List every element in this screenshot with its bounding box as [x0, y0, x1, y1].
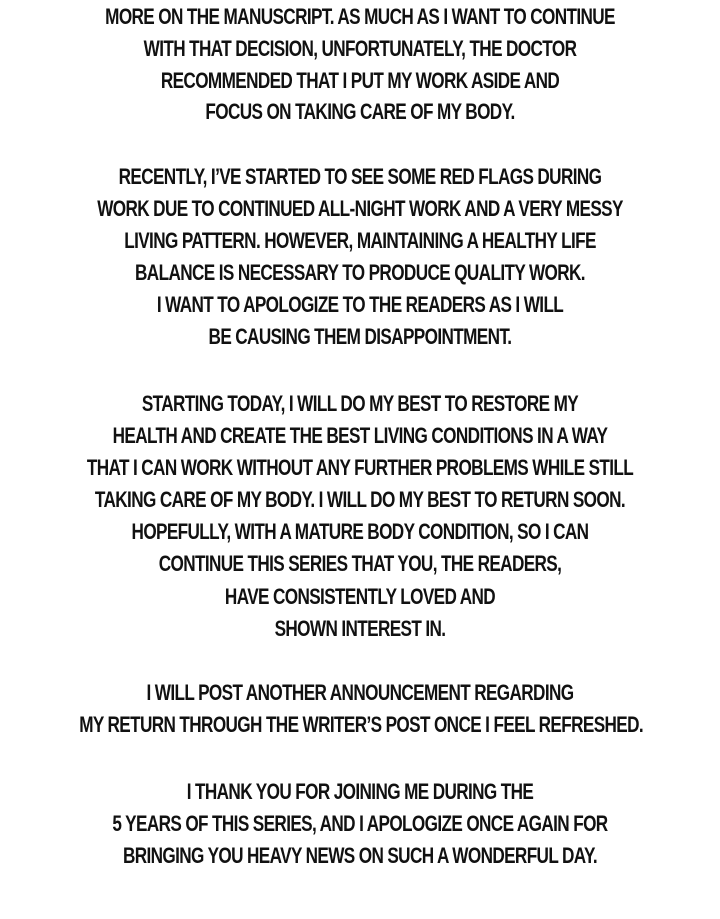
paragraph-5-line-3: BRINGING YOU HEAVY NEWS ON SUCH A WONDERFUL DAY. — [122, 843, 598, 868]
paragraph-3-line-7: HAVE CONSISTENTLY LOVED AND — [224, 584, 496, 609]
paragraph-5-line-2: 5 YEARS OF THIS SERIES, AND I APOLOGIZE ONCE AGAIN FOR — [112, 811, 608, 836]
paragraph-2-line-3: LIVING PATTERN. HOWEVER, MAINTAINING A HEALTHY LIFE — [124, 228, 596, 253]
paragraph-2-line-5: I WANT TO APOLOGIZE TO THE READERS AS I WILL — [156, 292, 564, 317]
paragraph-3-line-2: HEALTH AND CREATE THE BEST LIVING CONDITIONS IN A WAY — [112, 423, 608, 448]
paragraph-3-line-8: SHOWN INTEREST IN. — [274, 616, 446, 641]
paragraph-4-line-1: I WILL POST ANOTHER ANNOUNCEMENT REGARDING — [146, 680, 574, 705]
paragraph-5-line-1: I THANK YOU FOR JOINING ME DURING THE — [186, 779, 534, 804]
paragraph-1-line-2: WITH THAT DECISION, UNFORTUNATELY, THE DOCTOR — [143, 36, 577, 61]
paragraph-1-line-1: MORE ON THE MANUSCRIPT. AS MUCH AS I WANT TO CONTINUE — [105, 4, 615, 29]
paragraph-3-line-1: STARTING TODAY, I WILL DO MY BEST TO RESTORE MY — [141, 391, 579, 416]
paragraph-2-line-4: BALANCE IS NECESSARY TO PRODUCE QUALITY WORK. — [135, 260, 585, 285]
paragraph-2-line-6: BE CAUSING THEM DISAPPOINTMENT. — [208, 324, 512, 349]
paragraph-2-line-2: WORK DUE TO CONTINUED ALL-NIGHT WORK AND A VERY MESSY — [97, 196, 623, 221]
paragraph-4-line-2: MY RETURN THROUGH THE WRITER’S POST ONCE I FEEL REFRESHED. — [79, 712, 644, 737]
paragraph-3-line-5: HOPEFULLY, WITH A MATURE BODY CONDITION, SO I CAN — [131, 519, 589, 544]
paragraph-2-line-1: RECENTLY, I’VE STARTED TO SEE SOME RED FLAGS DURING — [118, 164, 602, 189]
paragraph-3-line-6: CONTINUE THIS SERIES THAT YOU, THE READERS, — [158, 551, 562, 576]
paragraph-1-line-4: FOCUS ON TAKING CARE OF MY BODY. — [205, 99, 515, 124]
paragraph-3-line-4: TAKING CARE OF MY BODY. I WILL DO MY BEST TO RETURN SOON. — [94, 487, 626, 512]
paragraph-1-line-3: RECOMMENDED THAT I PUT MY WORK ASIDE AND — [160, 68, 560, 93]
paragraph-3-line-3: THAT I CAN WORK WITHOUT ANY FURTHER PROBLEMS WHILE STILL — [86, 455, 634, 480]
